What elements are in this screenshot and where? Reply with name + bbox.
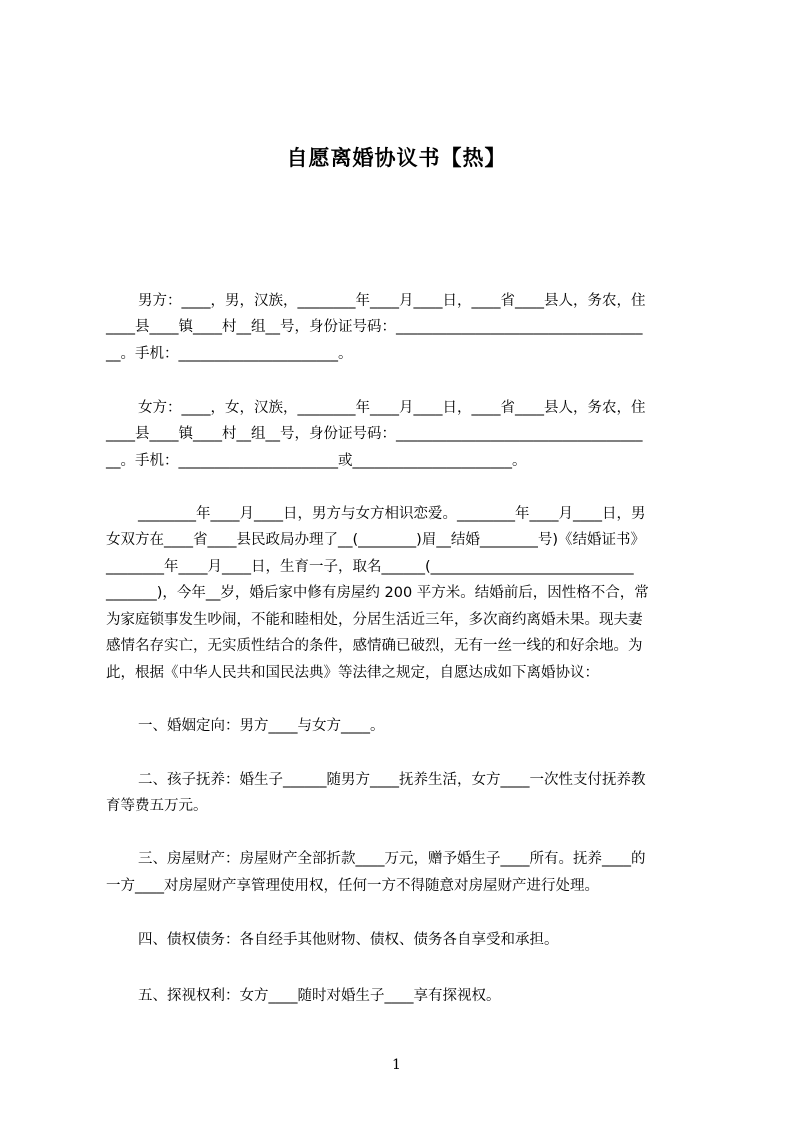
background-line-3: ________年____月____日，生育一子，取名______(____________________________ (106, 559, 634, 575)
female-party-line-3: __。手机：______________________或______________________。 (106, 453, 527, 469)
clause-3-line-1: 三、房屋财产：房屋财产全部折款____万元，赠予婚生子____所有。抚养____的 (138, 851, 646, 867)
male-party-line-3: __。手机：______________________。 (106, 346, 353, 362)
background-line-1: ________年____月____日，男方与女方相识恋爱。________年____月____日，男 (138, 506, 646, 522)
background-line-4: _______)，今年__岁，婚后家中修有房屋约 200 平方米。结婚前后，因性格不合，常 (106, 585, 649, 601)
background-line-6: 感情名存实亡，无实质性结合的条件，感情确已破烈，无有一丝一线的和好余地。为 (106, 638, 643, 654)
page-number: 1 (392, 1057, 401, 1073)
clause-2-line-2: 育等费五万元。 (106, 798, 208, 814)
female-party-line-2: ____县____镇____村__组__号，身份证号码：__________________________________ (106, 426, 643, 442)
clause-5: 五、探视权利：女方____随时对婚生子____享有探视权。 (138, 988, 501, 1004)
clause-2-line-1: 二、孩子抚养：婚生子______随男方____抚养生活，女方____一次性支付抚养教 (138, 772, 646, 788)
document-title: 自愿离婚协议书【热】 (286, 146, 507, 170)
male-party-line-1: 男方：____，男，汉族，________年____月____日，____省____县人，务农，住 (138, 293, 646, 309)
male-party-line-2: ____县____镇____村__组__号，身份证号码：__________________________________ (106, 319, 643, 335)
background-line-7: 此，根据《中华人民共和国民法典》等法律之规定，自愿达成如下离婚协议： (106, 665, 599, 681)
clause-1: 一、婚姻定向：男方____与女方____。 (138, 718, 385, 734)
background-line-2: 女双方在____省____县民政局办理了__(________)眉__结婚________号)《结婚证书》 (106, 532, 645, 548)
clause-3-line-2: 一方____对房屋财产享管理使用权，任何一方不得随意对房屋财产进行处理。 (106, 878, 599, 894)
female-party-line-1: 女方：____，女，汉族，________年____月____日，____省____县人，务农，住 (138, 400, 646, 416)
background-line-5: 为家庭锁事发生吵闹，不能和睦相处，分居生活近三年，多次商约离婚未果。现夫妻 (106, 612, 643, 628)
clause-4: 四、债权债务：各自经手其他财物、债权、债务各自享受和承担。 (138, 932, 559, 948)
